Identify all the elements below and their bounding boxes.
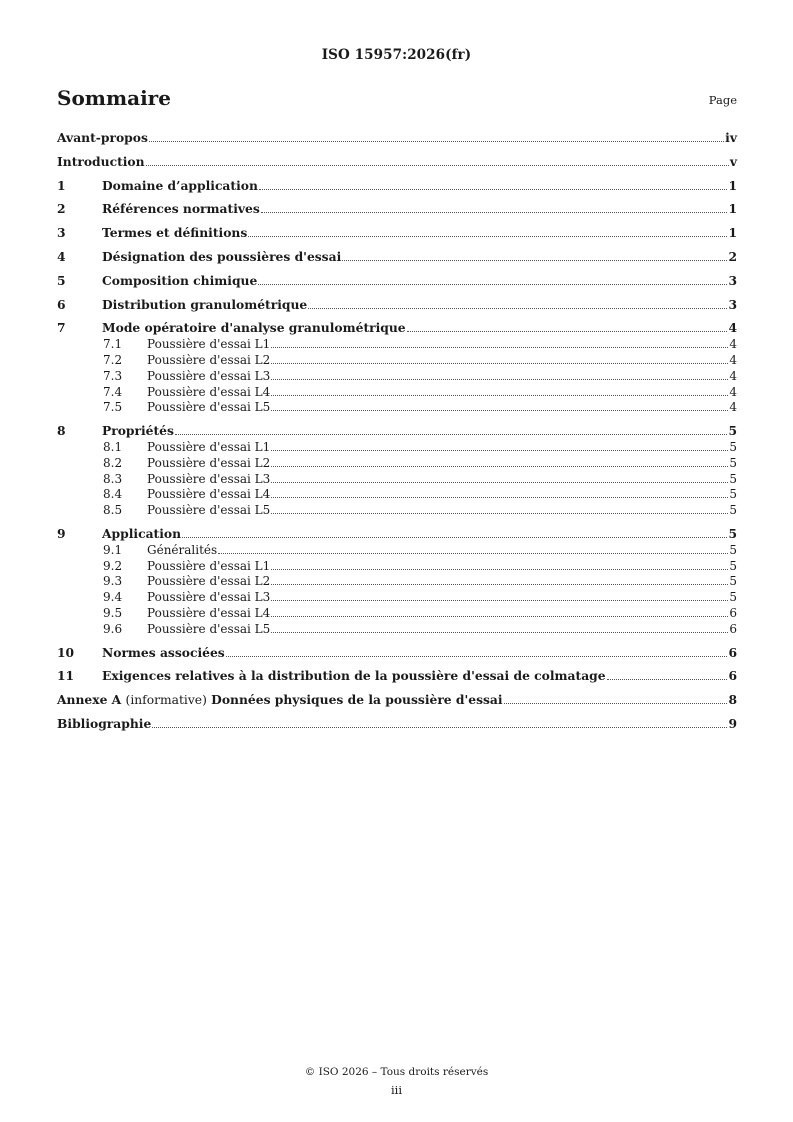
toc-subentry-page: 4 [729,368,737,383]
toc-subentry-number: 8.4 [103,487,123,502]
toc-entry-page: 4 [728,320,737,336]
toc-entry-6[interactable] [57,296,737,312]
dot-leader [271,482,728,483]
toc-subentry-9-2[interactable] [57,557,737,573]
annex-label: Annexe A [57,692,122,708]
toc-subentry-number: 9.2 [103,558,123,573]
toc-subentry-text: Poussière d'essai L5 [147,400,271,415]
toc-entry-text: Distribution granulométrique [102,296,308,312]
toc-subentry-page: 5 [729,558,737,573]
toc-entry-annex-a[interactable] [57,691,737,707]
toc-subentry-page: 5 [729,542,737,557]
toc-subentry-number: 8.5 [103,503,123,518]
toc-subentry-text: Poussière d'essai L2 [147,455,271,470]
toc-subentry-9-6[interactable] [57,620,737,636]
toc-entry-text: Normes associées [102,644,225,660]
toc-entry-number: 2 [57,201,66,217]
numbered-entries [57,177,737,684]
toc-subentry-number: 9.4 [103,590,123,605]
toc-title-row [57,86,737,112]
toc-subentry-9-4[interactable] [57,588,737,604]
toc-entry-page: 5 [728,525,737,541]
toc-subentry-7-3[interactable] [57,367,737,383]
toc-subentry-page: 5 [729,439,737,454]
toc-subentry-page: 5 [729,574,737,589]
toc-entry-number: 4 [57,248,66,264]
toc-subentry-text: Poussière d'essai L4 [147,487,271,502]
toc-entry-number: 8 [57,423,66,439]
toc-entry-page: 1 [728,225,737,241]
toc-subentry-text: Poussière d'essai L2 [147,574,271,589]
toc-subentry-page: 4 [729,384,737,399]
dot-leader [271,410,728,411]
toc-entry-5[interactable] [57,272,737,288]
toc-entry-7[interactable] [57,319,737,335]
toc-subentry-page: 4 [729,352,737,367]
dot-leader [146,165,729,166]
toc-subentry-number: 7.4 [103,384,123,399]
dot-leader [248,236,727,237]
toc-subentry-text: Poussière d'essai L1 [147,439,271,454]
dot-leader [271,600,728,601]
toc-subentry-number: 8.3 [103,471,123,486]
toc-entry-page: iv [725,130,737,145]
toc-subentry-text: Poussière d'essai L3 [147,471,271,486]
dot-leader [271,450,728,451]
toc-entry-page: 3 [728,296,737,312]
toc-entry-page: 1 [728,177,737,193]
toc-subentry-9-3[interactable] [57,573,737,589]
toc-subentry-text: Poussière d'essai L2 [147,352,271,367]
toc-subentry-page: 5 [729,590,737,605]
toc-entry-number: 9 [57,525,66,541]
toc-entry-text: Exigences relatives à la distribution de la poussière d'essai de colmatage [102,668,606,684]
dot-leader [271,395,728,396]
toc-subentry-number: 7.5 [103,400,123,415]
toc-subentry-text: Poussière d'essai L4 [147,384,271,399]
toc-entry-3[interactable] [57,224,737,240]
toc-subentry-text: Poussière d'essai L5 [147,503,271,518]
toc-entry-page: v [729,153,737,169]
toc-subentry-page: 4 [729,337,737,352]
toc-entry-2[interactable] [57,200,737,216]
toc-subentry-7-2[interactable] [57,351,737,367]
toc-subentry-text: Poussière d'essai L1 [147,558,271,573]
toc-subentry-number: 9.5 [103,605,123,620]
toc-entry-text: Introduction [57,153,145,169]
toc-subentry-text: Poussière d'essai L3 [147,590,271,605]
toc-subentry-text: Poussière d'essai L3 [147,368,271,383]
dot-leader [271,497,728,498]
toc-subentry-page: 6 [729,605,737,620]
toc-entry-text: Mode opératoire d'analyse granulométrique [102,320,406,336]
dot-leader [271,584,728,585]
toc-entry-number: 1 [57,177,66,193]
toc-subentry-7-5[interactable] [57,399,737,415]
toc-subentry-8-5[interactable] [57,501,737,517]
toc-subentry-page: 4 [729,400,737,415]
toc-entry-number: 11 [57,668,75,684]
dot-leader [407,331,728,332]
dot-leader [607,679,728,680]
dot-leader [261,212,728,213]
dot-leader [218,553,728,554]
toc-entry-11[interactable] [57,667,737,683]
toc-subentry-number: 7.1 [103,337,123,352]
table-of-contents [57,129,737,731]
toc-entry-number: 7 [57,320,66,336]
toc-entry-page: 8 [728,692,737,708]
toc-entry-9[interactable] [57,525,737,541]
toc-subentry-number: 8.1 [103,439,123,454]
toc-subentry-page: 5 [729,487,737,502]
toc-subentry-8-3[interactable] [57,470,737,486]
toc-entry-number: 3 [57,225,66,241]
toc-entry-page: 2 [728,248,737,264]
dot-leader [226,656,728,657]
dot-leader [182,537,727,538]
toc-subentry-9-1[interactable] [57,541,737,557]
dot-leader [271,513,728,514]
toc-entry-introduction[interactable] [57,153,737,169]
dot-leader [259,189,728,190]
toc-entry-avant-propos[interactable] [57,129,737,145]
toc-entry-bibliographie[interactable] [57,715,737,731]
annex-note: (informative) [125,693,207,708]
dot-leader [308,308,727,309]
toc-entry-8[interactable] [57,422,737,438]
toc-subentry-8-1[interactable] [57,438,737,454]
toc-entry-number: 5 [57,272,66,288]
toc-subentry-8-2[interactable] [57,454,737,470]
annex-title: Données physiques de la poussière d'essai [211,692,503,708]
toc-subentry-number: 7.3 [103,368,123,383]
toc-entry-text: Bibliographie [57,715,152,731]
page-title: Sommaire [57,86,171,110]
toc-subentry-number: 9.3 [103,574,123,589]
toc-subentry-text: Poussière d'essai L1 [147,337,271,352]
toc-subentry-number: 7.2 [103,352,123,367]
toc-entry-page: 6 [728,668,737,684]
page-column-label: Page [708,93,737,107]
toc-subentry-8-4[interactable] [57,486,737,502]
toc-entry-text: Termes et définitions [102,225,248,241]
toc-subentry-7-1[interactable] [57,335,737,351]
toc-subentry-text: Généralités [147,542,218,557]
dot-leader [271,379,728,380]
dot-leader [271,616,728,617]
dot-leader [271,569,728,570]
dot-leader [149,141,724,142]
toc-subentry-text: Poussière d'essai L4 [147,605,271,620]
toc-entry-text: Domaine d’application [102,177,258,193]
toc-subentry-number: 9.6 [103,621,123,636]
toc-entry-10[interactable] [57,644,737,660]
toc-entry-text: Références normatives [102,201,260,217]
toc-subentry-number: 8.2 [103,455,123,470]
dot-leader [271,363,728,364]
dot-leader [152,727,727,728]
toc-entry-number: 10 [57,644,75,660]
document-header: ISO 15957:2026(fr) [321,47,472,63]
toc-subentry-page: 5 [729,503,737,518]
dot-leader [271,347,728,348]
toc-subentry-page: 5 [729,455,737,470]
toc-subentry-number: 9.1 [103,542,123,557]
toc-entry-page: 9 [728,715,737,731]
toc-entry-number: 6 [57,296,66,312]
dot-leader [504,703,728,704]
toc-subentry-7-4[interactable] [57,383,737,399]
toc-subentry-page: 6 [729,621,737,636]
toc-entry-page: 1 [728,201,737,217]
toc-entry-1[interactable] [57,177,737,193]
toc-subentry-9-5[interactable] [57,604,737,620]
toc-entry-4[interactable] [57,248,737,264]
toc-subentry-text: Poussière d'essai L5 [147,621,271,636]
toc-entry-text: Avant-propos [57,130,148,145]
dot-leader [175,434,728,435]
toc-entry-text: Composition chimique [102,272,258,288]
toc-entry-text: Application [102,525,182,541]
toc-entry-page: 3 [728,272,737,288]
toc-subentry-page: 5 [729,471,737,486]
dot-leader [342,260,727,261]
footer-page-number: iii [390,1083,403,1097]
toc-entry-text [57,692,503,707]
toc-entry-page: 5 [728,423,737,439]
dot-leader [271,632,728,633]
toc-entry-text: Désignation des poussières d'essai [102,248,342,264]
dot-leader [271,466,728,467]
toc-entry-page: 6 [728,644,737,660]
footer-copyright: © ISO 2026 – Tous droits réservés [304,1066,489,1078]
dot-leader [258,284,727,285]
toc-entry-text: Propriétés [102,423,174,439]
